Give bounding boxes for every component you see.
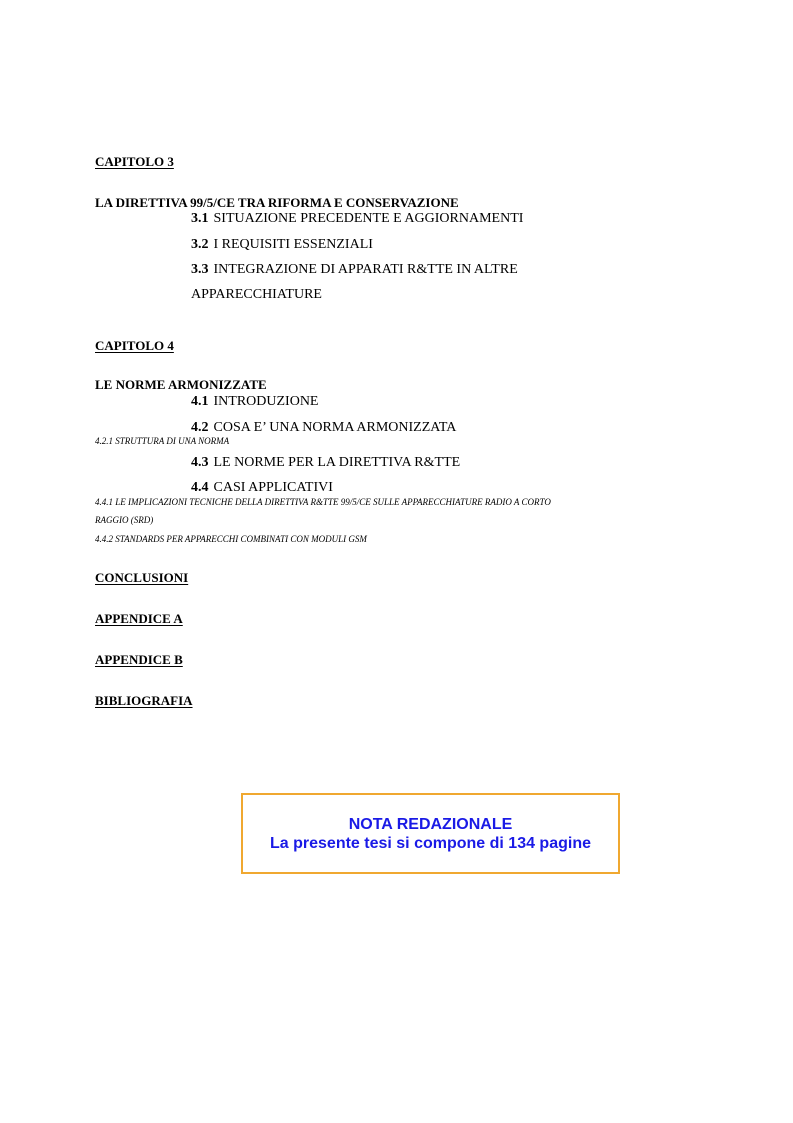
toc-bibliografia[interactable]: BIBLIOGRAFIA	[95, 693, 193, 708]
section-number: 4.2	[191, 420, 209, 435]
toc-subentry-4-2-1[interactable]: 4.2.1 STRUTTURA DI UNA NORMA	[95, 436, 230, 446]
toc-entry-4-4[interactable]	[191, 480, 333, 496]
chapter-3-title: LA DIRETTIVA 99/5/CE TRA RIFORMA E CONSERVAZIONE	[95, 195, 459, 210]
section-number: 4.3	[191, 455, 209, 470]
section-label: LE NORME PER LA DIRETTIVA R&TTE	[213, 455, 461, 470]
section-number: 3.1	[191, 211, 209, 226]
chapter-4-title: LE NORME ARMONIZZATE	[95, 377, 267, 392]
toc-entry-4-1[interactable]	[191, 394, 318, 410]
toc-subentry-4-4-2[interactable]: 4.4.2 STANDARDS PER APPARECCHI COMBINATI CON MODULI GSM	[95, 534, 367, 544]
chapter-3-heading: CAPITOLO 3	[95, 154, 174, 169]
toc-entry-3-3[interactable]	[191, 262, 518, 278]
toc-entry-4-3[interactable]	[191, 455, 460, 471]
toc-subentry-4-4-1-continuation: RAGGIO (SRD)	[95, 515, 154, 525]
section-label: COSA E’ UNA NORMA ARMONIZZATA	[213, 420, 457, 435]
section-number: 3.2	[191, 237, 209, 252]
section-number: 3.3	[191, 262, 209, 277]
toc-entry-3-1[interactable]	[191, 211, 523, 227]
note-title: NOTA REDAZIONALE	[348, 816, 513, 833]
section-label: I REQUISITI ESSENZIALI	[213, 237, 373, 252]
toc-conclusioni[interactable]: CONCLUSIONI	[95, 570, 189, 585]
toc-entry-3-3-continuation: APPARECCHIATURE	[191, 287, 322, 302]
section-label: CASI APPLICATIVI	[213, 480, 333, 495]
toc-appendice-a[interactable]: APPENDICE A	[95, 611, 183, 626]
note-text: La presente tesi si compone di 134 pagine	[270, 835, 591, 852]
section-label: INTRODUZIONE	[213, 394, 319, 409]
chapter-4-heading: CAPITOLO 4	[95, 338, 174, 353]
toc-entry-4-2[interactable]	[191, 420, 456, 436]
section-number: 4.1	[191, 394, 209, 409]
section-label: SITUAZIONE PRECEDENTE E AGGIORNAMENTI	[213, 211, 524, 226]
section-label: INTEGRAZIONE DI APPARATI R&TTE IN ALTRE	[213, 262, 518, 277]
section-number: 4.4	[191, 480, 209, 495]
toc-entry-3-2[interactable]	[191, 237, 373, 253]
editorial-note-box	[241, 793, 620, 874]
toc-subentry-4-4-1[interactable]: 4.4.1 LE IMPLICAZIONI TECNICHE DELLA DIRETTIVA R&TTE 99/5/CE SULLE APPARECCHIATURE RADIO A CORTO	[95, 497, 551, 507]
toc-appendice-b[interactable]: APPENDICE B	[95, 652, 183, 667]
